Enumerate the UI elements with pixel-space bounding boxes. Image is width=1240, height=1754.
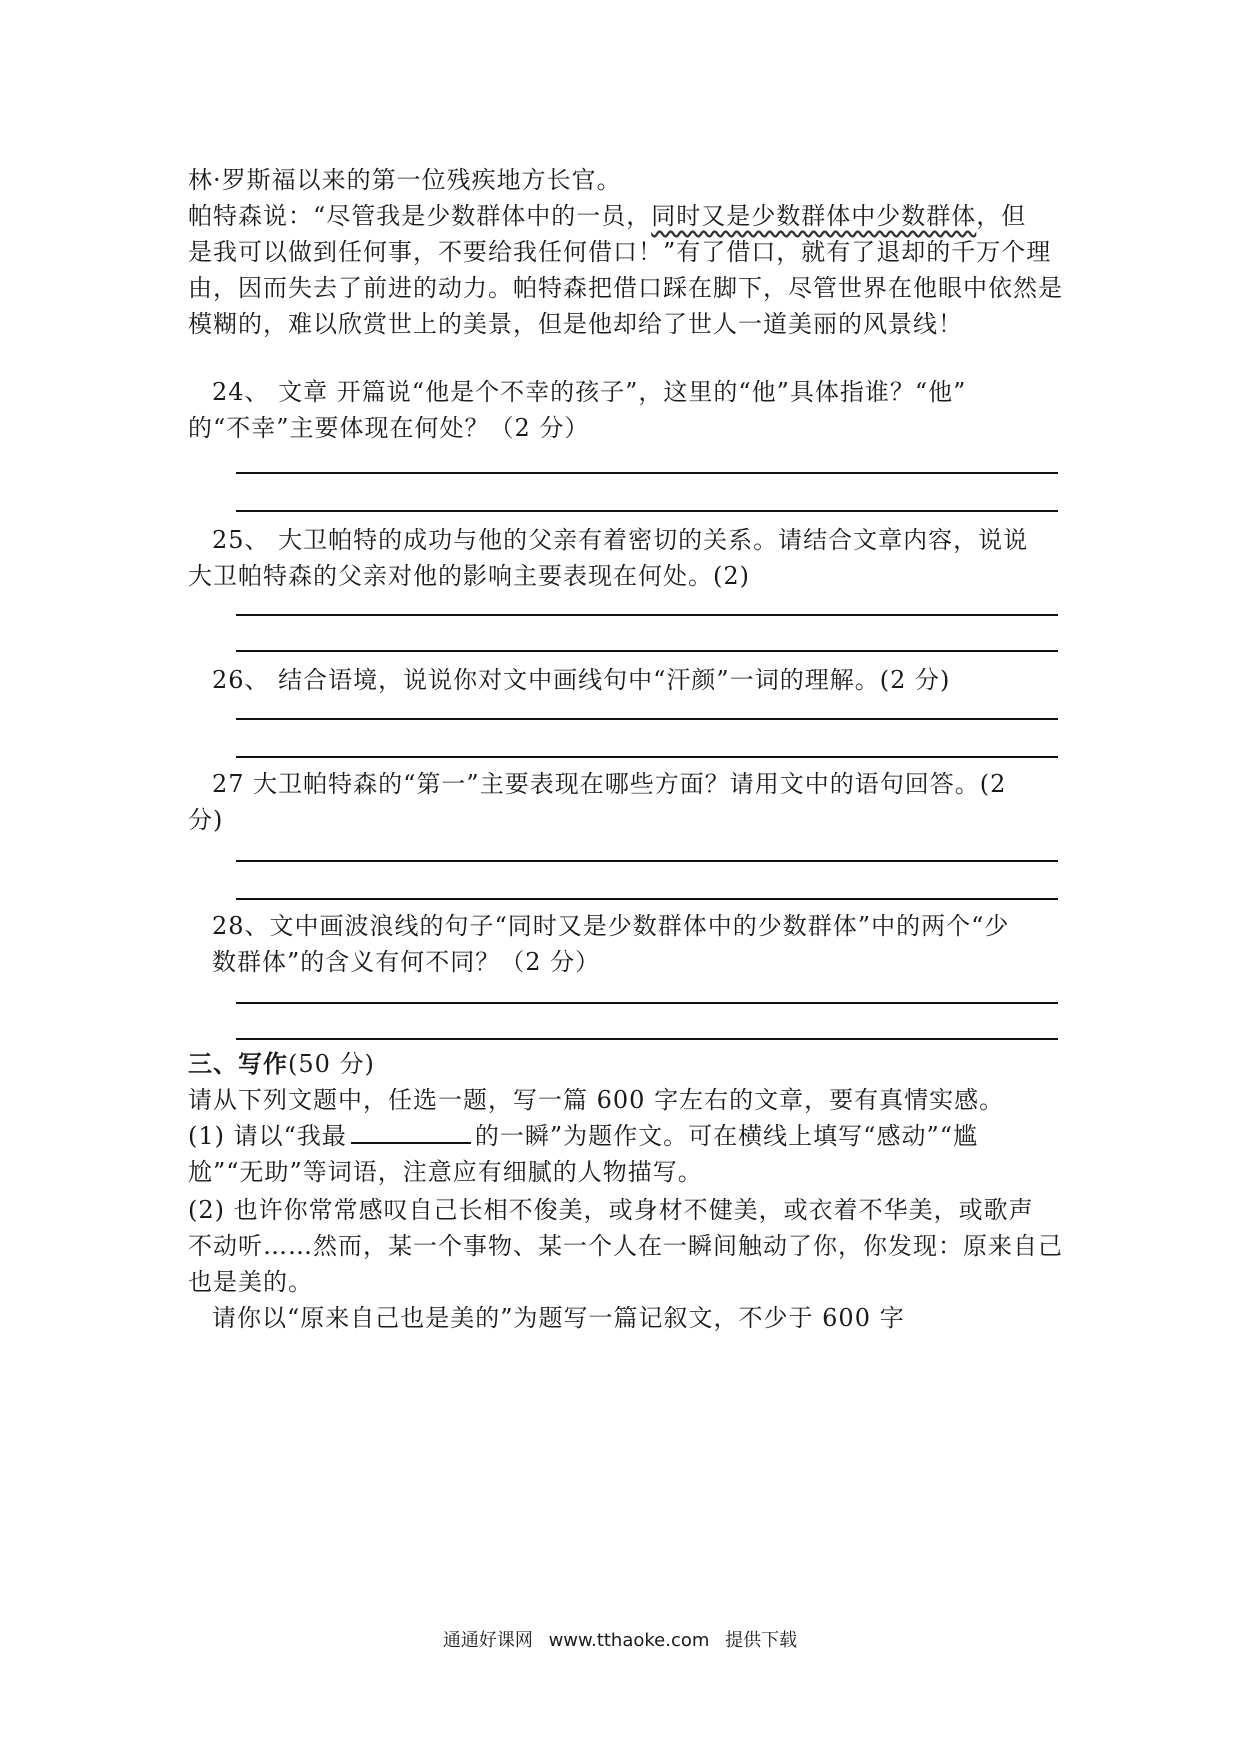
question-28-text: 28、文中画波浪线的句子“同时又是少数群体中的少数群体”中的两个“少 xyxy=(212,912,1010,940)
question-25-text: 25、 大卫帕特的成功与他的父亲有着密切的关系。请结合文章内容，说说 xyxy=(212,526,1029,554)
writing-option-1: 尬”“无助”等词语，注意应有细腻的人物描写。 xyxy=(188,1158,703,1186)
question-25-text: 大卫帕特森的父亲对他的影响主要表现在何处。(2) xyxy=(188,562,750,590)
writing-option-2: 请你以“原来自己也是美的”为题写一篇记叙文，不少于 600 字 xyxy=(212,1304,905,1332)
passage-line xyxy=(188,196,1058,236)
answer-line[interactable] xyxy=(236,756,1058,758)
writing-heading xyxy=(188,1044,1058,1084)
answer-line[interactable] xyxy=(236,1002,1058,1004)
writing-option-2: 不动听……然而，某一个事物、某一个人在一瞬间触动了你，你发现：原来自己 xyxy=(188,1232,1063,1260)
footer-site-name: 通通好课网 xyxy=(442,1630,533,1651)
question-27-text: 分) xyxy=(188,806,224,834)
option-text: 的一瞬”为题作文。可在横线上填写“感动”“尴 xyxy=(474,1122,978,1150)
passage-text: 帕特森说：“尽管我是少数群体中的一员， xyxy=(188,202,652,230)
wavy-underlined-sentence: 同时又是少数群体中少数群体 xyxy=(651,202,977,230)
answer-line[interactable] xyxy=(236,898,1058,900)
question-27-text: 27 大卫帕特森的“第一”主要表现在哪些方面？请用文中的语句回答。(2 xyxy=(212,770,1007,798)
question-24-text: 24、 文章 开篇说“他是个不幸的孩子”，这里的“他”具体指谁？“他” xyxy=(212,378,967,406)
passage-line: 是我可以做到任何事，不要给我任何借口！”有了借口，就有了退却的千万个理 xyxy=(188,238,1052,266)
writing-option-1 xyxy=(188,1116,1058,1156)
question-24-text: 的“不幸”主要体现在何处？（2 分） xyxy=(188,414,590,442)
answer-line[interactable] xyxy=(236,614,1058,616)
writing-option-2: (2) 也许你常常感叹自己长相不俊美，或身材不健美，或衣着不华美，或歌声 xyxy=(188,1196,1034,1224)
passage-line: 由，因而失去了前进的动力。帕特森把借口踩在脚下，尽管世界在他眼中依然是 xyxy=(188,274,1063,302)
section-score: (50 分) xyxy=(288,1050,375,1078)
writing-intro: 请从下列文题中，任选一题，写一篇 600 字左右的文章，要有真情实感。 xyxy=(188,1086,1005,1114)
writing-option-2: 也是美的。 xyxy=(188,1268,313,1296)
answer-line[interactable] xyxy=(236,472,1058,474)
answer-line[interactable] xyxy=(236,1038,1058,1040)
passage-line: 林·罗斯福以来的第一位残疾地方长官。 xyxy=(188,166,622,194)
answer-line[interactable] xyxy=(236,860,1058,862)
fill-in-blank[interactable] xyxy=(351,1118,471,1144)
answer-line[interactable] xyxy=(236,650,1058,652)
question-28-text: 数群体”的含义有何不同？（2 分） xyxy=(212,948,601,976)
section-title: 三、写作 xyxy=(188,1049,288,1078)
question-26-text: 26、 结合语境，说说你对文中画线句中“汗颜”一词的理解。(2 分) xyxy=(212,666,951,694)
passage-line: 模糊的，难以欣赏世上的美景，但是他却给了世人一道美丽的风景线！ xyxy=(188,310,963,338)
footer-suffix: 提供下载 xyxy=(725,1630,798,1651)
passage-text: ，但 xyxy=(976,202,1027,230)
page-footer xyxy=(0,1628,1240,1654)
answer-line[interactable] xyxy=(236,510,1058,512)
footer-url[interactable]: www.tthaoke.com xyxy=(548,1630,710,1651)
answer-line[interactable] xyxy=(236,718,1058,720)
option-text: (1) 请以“我最 xyxy=(188,1122,347,1150)
